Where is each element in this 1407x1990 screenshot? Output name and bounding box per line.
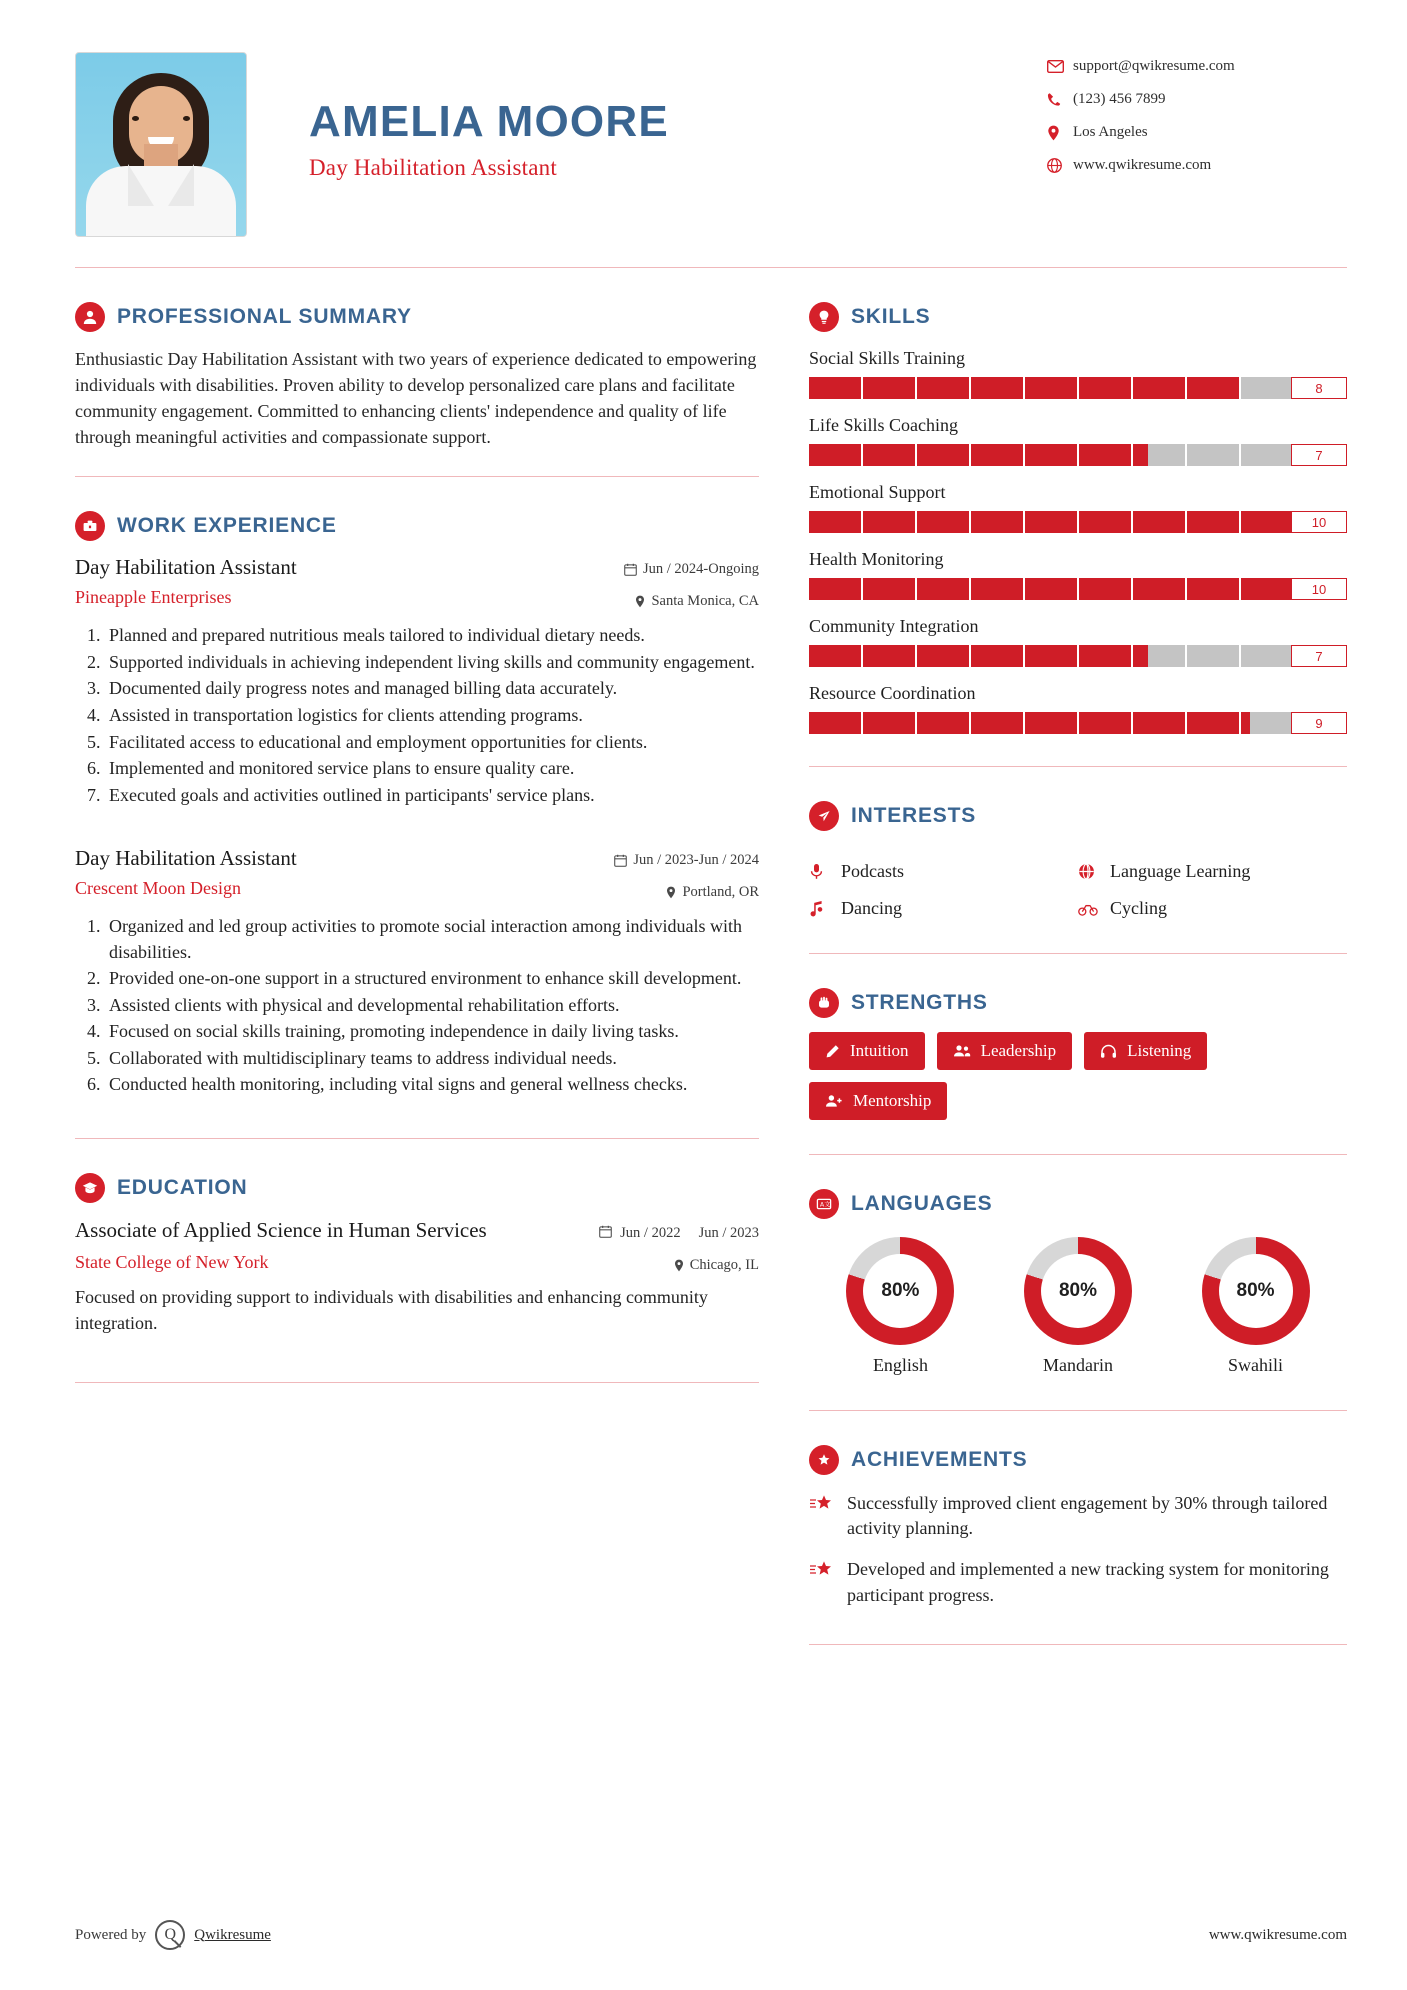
section-header-interests (809, 801, 1347, 831)
globe-icon (1047, 158, 1073, 173)
svg-text:A: A (820, 1201, 825, 1209)
job-bullets (75, 914, 759, 1098)
list-item: 5. Collaborated with multidisciplinary teams to address individual needs. (105, 1046, 759, 1072)
list-item: 4. Focused on social skills training, promoting independence in daily living tasks. (105, 1019, 759, 1045)
graduation-cap-icon (75, 1173, 105, 1203)
translate-icon (809, 1189, 839, 1219)
language-percent: 80% (863, 1254, 937, 1328)
skill-label: Life Skills Coaching (809, 415, 958, 435)
language-percent: 80% (1041, 1254, 1115, 1328)
job-company: Pineapple Enterprises (75, 587, 232, 608)
contact-email-value: support@qwikresume.com (1073, 58, 1235, 74)
education-description: Focused on providing support to individuals with disabilities and enhancing community integration. (75, 1287, 708, 1334)
list-item: 1. Organized and led group activities to promote social interaction among individuals with disabilities. (105, 914, 759, 965)
language-donut (846, 1237, 954, 1345)
list-item: 2. Provided one-on-one support in a structured environment to enhance skill development. (105, 966, 759, 992)
skill-item (809, 683, 1347, 734)
calendar-icon (614, 854, 627, 867)
powered-by-label: Powered by (75, 1926, 147, 1943)
phone-icon (1047, 92, 1073, 107)
skill-label: Emotional Support (809, 482, 946, 502)
microphone-icon (809, 863, 831, 880)
skill-value: 7 (1291, 444, 1347, 466)
profile-photo (76, 53, 246, 236)
lightbulb-icon (809, 302, 839, 332)
education-dates (599, 1217, 759, 1243)
language-item (813, 1237, 988, 1376)
section-header-summary (75, 302, 759, 332)
users-icon (953, 1044, 971, 1058)
divider (809, 953, 1347, 954)
strength-chip (937, 1032, 1073, 1070)
language-item (991, 1237, 1166, 1376)
interest-item (1078, 861, 1347, 882)
job-role: Day Habilitation Assistant (75, 555, 297, 580)
calendar-icon (599, 1225, 612, 1243)
list-item: 5. Facilitated access to educational and employment opportunities for clients. (105, 730, 759, 756)
interest-label: Podcasts (841, 861, 904, 881)
interest-label: Language Learning (1110, 861, 1251, 881)
strengths-list (809, 1032, 1347, 1120)
experience-entry (75, 846, 759, 1098)
section-header-strengths (809, 988, 1347, 1018)
section-header-education (75, 1173, 759, 1203)
job-location-value: Portland, OR (682, 884, 759, 901)
contact-location[interactable] (1047, 124, 1347, 141)
education-school: State College of New York (75, 1252, 269, 1273)
skill-item (809, 348, 1347, 399)
right-column (799, 268, 1347, 1645)
skill-label: Social Skills Training (809, 348, 966, 368)
location-pin-icon (635, 595, 645, 608)
experience-entry (75, 555, 759, 808)
section-title-experience: WORK EXPERIENCE (117, 514, 337, 538)
briefcase-icon (75, 511, 105, 541)
contact-phone-value: (123) 456 7899 (1073, 91, 1166, 107)
list-item: 3. Documented daily progress notes and managed billing data accurately. (105, 676, 759, 702)
skill-item (809, 415, 1347, 466)
divider (809, 1410, 1347, 1411)
envelope-icon (1047, 60, 1073, 73)
strength-label: Listening (1127, 1041, 1192, 1060)
language-label: Swahili (1228, 1355, 1284, 1375)
education-date-start: Jun / 2022 (620, 1225, 681, 1242)
achievements-list (809, 1491, 1347, 1608)
job-location (635, 587, 759, 610)
resume-header (0, 0, 1407, 237)
candidate-job-title: Day Habilitation Assistant (309, 155, 557, 180)
job-dates-value: Jun / 2024-Ongoing (643, 561, 759, 578)
skill-bar (809, 444, 1347, 466)
interest-item (1078, 898, 1347, 919)
job-company: Crescent Moon Design (75, 878, 241, 899)
powered-by (75, 1920, 271, 1950)
divider (809, 766, 1347, 767)
job-dates-value: Jun / 2023-Jun / 2024 (633, 852, 759, 869)
contact-list (1047, 52, 1347, 190)
skill-bar (809, 578, 1347, 600)
strength-chip (809, 1082, 947, 1120)
divider (809, 1154, 1347, 1155)
user-plus-icon (825, 1094, 843, 1108)
achievement-item (809, 1557, 1347, 1607)
achievement-text: Successfully improved client engagement by 30% through tailored activity planning. (847, 1493, 1328, 1539)
skill-item (809, 616, 1347, 667)
interest-item (809, 898, 1078, 919)
pencil-icon (825, 1044, 840, 1059)
fist-icon (809, 988, 839, 1018)
footer-website[interactable]: www.qwikresume.com (1208, 1926, 1347, 1943)
calendar-icon (624, 563, 637, 576)
divider (75, 1382, 759, 1383)
list-item: 4. Assisted in transportation logistics for clients attending programs. (105, 703, 759, 729)
strength-label: Leadership (980, 1041, 1057, 1060)
section-header-skills (809, 302, 1347, 332)
achievement-text: Developed and implemented a new tracking system for monitoring participant progress. (847, 1559, 1329, 1605)
resume-body (0, 268, 1407, 1645)
language-label: Mandarin (1043, 1355, 1113, 1375)
qwikresume-link[interactable]: Qwikresume (194, 1926, 271, 1943)
education-location (674, 1251, 759, 1274)
strength-chip (1084, 1032, 1207, 1070)
contact-website-value: www.qwikresume.com (1073, 157, 1212, 173)
language-donut (1024, 1237, 1132, 1345)
language-donut (1202, 1237, 1310, 1345)
section-header-languages (809, 1189, 1347, 1219)
qwikresume-logo-icon: Q (155, 1920, 185, 1950)
interest-item (809, 861, 1078, 882)
job-bullets (75, 623, 759, 808)
section-title-interests: INTERESTS (851, 804, 977, 827)
education-location-value: Chicago, IL (689, 1257, 759, 1274)
section-header-experience (75, 511, 759, 541)
job-dates (624, 555, 759, 578)
skill-label: Community Integration (809, 616, 979, 636)
skill-bar (809, 377, 1347, 399)
skill-value: 10 (1291, 511, 1347, 533)
summary-text: Enthusiastic Day Habilitation Assistant with two years of experience dedicated to empowering individuals with disabilities. Proven ability to develop personalized care plans and facilitate community engagement. Committed to enhancing clients' independence and quality of life through meaningful activities and compassionate support. (75, 349, 757, 448)
skill-value: 8 (1291, 377, 1347, 399)
section-title-strengths: STRENGTHS (851, 991, 988, 1014)
skill-value: 10 (1291, 578, 1347, 600)
language-item (1168, 1237, 1343, 1376)
list-item: 6. Implemented and monitored service plans to ensure quality care. (105, 756, 759, 782)
section-title-skills: SKILLS (851, 305, 931, 328)
list-item: 1. Planned and prepared nutritious meals tailored to individual dietary needs. (105, 623, 759, 649)
skill-label: Resource Coordination (809, 683, 976, 703)
name-block (247, 52, 1047, 181)
skill-item (809, 549, 1347, 600)
skill-value: 7 (1291, 645, 1347, 667)
interest-label: Dancing (841, 898, 902, 918)
contact-location-value: Los Angeles (1073, 124, 1148, 140)
star-badge-icon (809, 1445, 839, 1475)
contact-website[interactable] (1047, 157, 1347, 174)
divider (809, 1644, 1347, 1645)
list-item: 3. Assisted clients with physical and developmental rehabilitation efforts. (105, 993, 759, 1019)
divider (75, 1138, 759, 1139)
skill-item (809, 482, 1347, 533)
section-title-education: EDUCATION (117, 1176, 248, 1200)
achievement-item (809, 1491, 1347, 1541)
education-date-end: Jun / 2023 (698, 1225, 759, 1242)
strength-label: Mentorship (853, 1091, 932, 1110)
language-percent: 80% (1219, 1254, 1293, 1328)
section-title-achievements: ACHIEVEMENTS (851, 1448, 1028, 1471)
list-item: 2. Supported individuals in achieving independent living skills and community engagement. (105, 650, 759, 676)
section-header-achievements (809, 1445, 1347, 1475)
section-title-summary: PROFESSIONAL SUMMARY (117, 305, 412, 328)
candidate-name: AMELIA MOORE (309, 97, 669, 146)
location-pin-icon (1047, 125, 1073, 141)
job-location-value: Santa Monica, CA (651, 593, 759, 610)
skill-bar (809, 645, 1347, 667)
skill-label: Health Monitoring (809, 549, 944, 569)
left-column (75, 268, 799, 1645)
contact-phone[interactable] (1047, 91, 1347, 108)
contact-email[interactable] (1047, 58, 1347, 75)
avatar (75, 52, 247, 237)
job-dates (614, 846, 759, 869)
headphones-icon (1100, 1044, 1117, 1059)
shooting-star-icon (809, 1491, 835, 1541)
send-icon (809, 801, 839, 831)
list-item: 7. Executed goals and activities outlined in participants' service plans. (105, 783, 759, 809)
job-location (666, 878, 759, 901)
location-pin-icon (666, 886, 676, 899)
job-role: Day Habilitation Assistant (75, 846, 297, 871)
svg-text:文: 文 (824, 1201, 831, 1209)
education-entry (75, 1217, 759, 1336)
education-degree: Associate of Applied Science in Human Services (75, 1218, 487, 1243)
shooting-star-icon (809, 1557, 835, 1607)
languages-list (809, 1237, 1347, 1376)
interests-list (809, 845, 1347, 919)
list-item: 6. Conducted health monitoring, including vital signs and general wellness checks. (105, 1072, 759, 1098)
strength-chip (809, 1032, 925, 1070)
divider (75, 476, 759, 477)
strength-label: Intuition (850, 1041, 909, 1060)
music-note-icon (809, 900, 831, 917)
globe-talk-icon (1078, 863, 1100, 880)
language-label: English (872, 1355, 928, 1375)
skill-bar (809, 511, 1347, 533)
footer (0, 1920, 1407, 1950)
section-title-languages: LANGUAGES (851, 1192, 993, 1215)
interest-label: Cycling (1110, 898, 1167, 918)
user-circle-icon (75, 302, 105, 332)
skill-bar (809, 712, 1347, 734)
bicycle-icon (1078, 902, 1100, 916)
location-pin-icon (674, 1259, 684, 1272)
skill-value: 9 (1291, 712, 1347, 734)
